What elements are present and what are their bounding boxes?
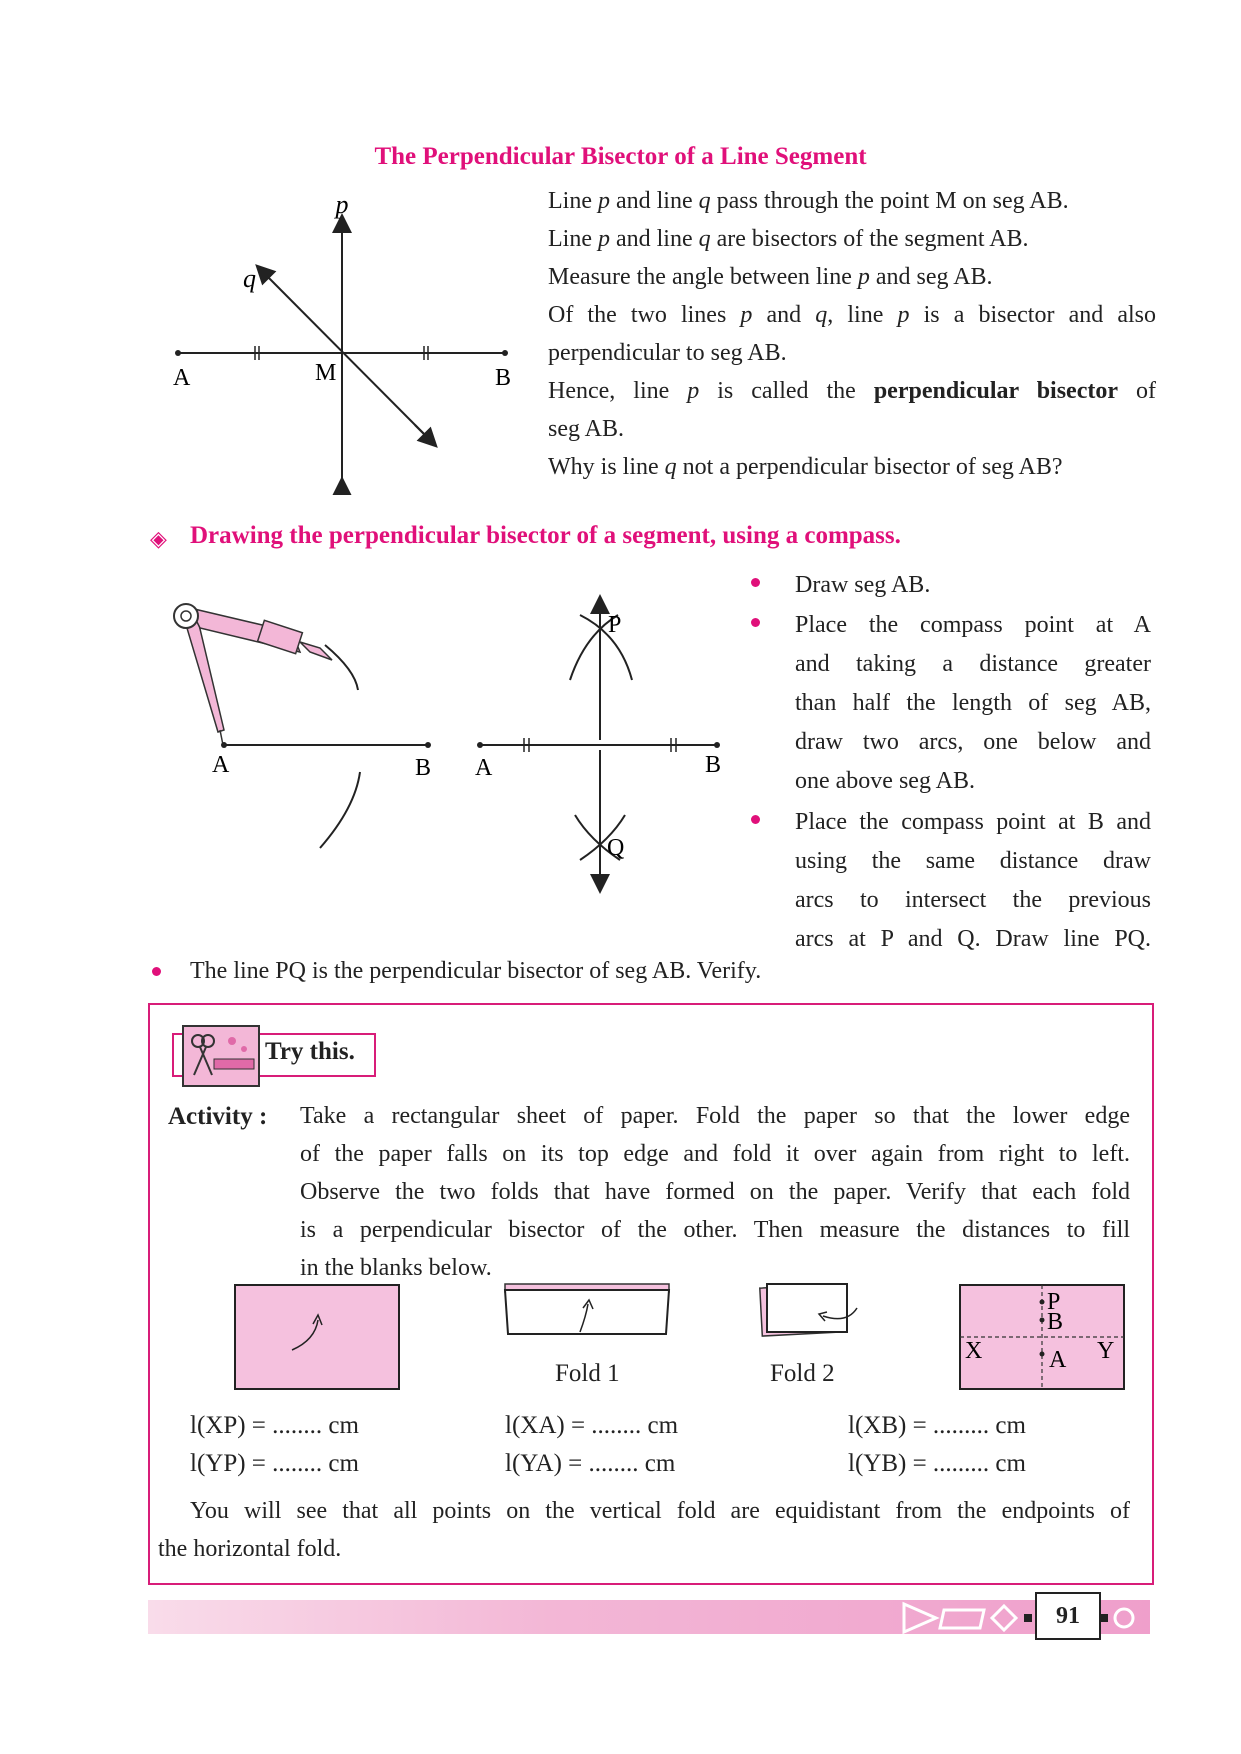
- step-3-line-4: arcs at P and Q. Draw line PQ.: [795, 926, 1151, 952]
- verify-text: The line PQ is the perpendicular bisector of seg AB. Verify.: [190, 958, 762, 984]
- step-2-line-4: draw two arcs, one below and: [795, 729, 1151, 755]
- sheet-fold-1: [500, 1280, 675, 1340]
- label-p: P: [1047, 1289, 1061, 1315]
- line-q: [258, 267, 435, 445]
- intro-line-4: Of the two lines p and q, line p is a bisector and also: [548, 302, 1156, 328]
- intro-line-2: Line p and line q are bisectors of the segment AB.: [548, 226, 1029, 252]
- bullet-icon: [751, 618, 760, 627]
- label-a-left: A: [212, 752, 230, 778]
- scissors-icon: [182, 1025, 260, 1087]
- footer-shapes-icon: [900, 1598, 1140, 1638]
- try-this-label: Try this.: [265, 1038, 355, 1065]
- step-2-line-3: than half the length of seg AB,: [795, 690, 1151, 716]
- diamond-bullet-icon: ◈: [150, 526, 167, 551]
- intro-line-1: Line p and line q pass through the point M on seg AB.: [548, 188, 1069, 214]
- intro-line-7: seg AB.: [548, 416, 625, 442]
- measure-yp: l(YP) = ........ cm: [190, 1450, 359, 1477]
- measure-yb: l(YB) = ......... cm: [848, 1450, 1026, 1477]
- page-number: 91: [1035, 1592, 1101, 1640]
- label-a-right: A: [475, 755, 493, 781]
- fold-1-label: Fold 1: [555, 1360, 620, 1387]
- section-heading: Drawing the perpendicular bisector of a segment, using a compass.: [190, 522, 901, 549]
- conclusion-line-1: You will see that all points on the vertical fold are equidistant from the endpoints of: [190, 1498, 1130, 1524]
- sheet-fold-2: [755, 1280, 865, 1340]
- label-y: Y: [1097, 1338, 1115, 1364]
- activity-line-3: Observe the two folds that have formed on the paper. Verify that each fold: [300, 1179, 1130, 1205]
- intro-line-5: perpendicular to seg AB.: [548, 340, 787, 366]
- measure-xb: l(XB) = ......... cm: [848, 1412, 1026, 1439]
- activity-line-1: Take a rectangular sheet of paper. Fold the paper so that the lower edge: [300, 1103, 1130, 1129]
- step-3-line-2: using the same distance draw: [795, 848, 1151, 874]
- intro-line-8: Why is line q not a perpendicular bisector of seg AB?: [548, 454, 1063, 480]
- intro-line-3: Measure the angle between line p and seg AB.: [548, 264, 993, 290]
- label-b: B: [495, 365, 512, 391]
- step-3-line-1: Place the compass point at B and: [795, 809, 1151, 835]
- activity-line-4: is a perpendicular bisector of the other. Then measure the distances to fill: [300, 1217, 1130, 1243]
- measure-xp: l(XP) = ........ cm: [190, 1412, 359, 1439]
- bullet-icon: [152, 967, 161, 976]
- activity-label: Activity :: [168, 1103, 268, 1130]
- label-q: Q: [607, 835, 625, 861]
- figure-compass-construction: [160, 590, 760, 910]
- label-q: q: [243, 264, 256, 293]
- step-2-line-5: one above seg AB.: [795, 768, 975, 794]
- arc-upper-left: [325, 645, 358, 690]
- label-x: X: [965, 1338, 983, 1364]
- sheet-unfolded: [230, 1280, 405, 1395]
- label-b: B: [1047, 1309, 1064, 1335]
- measure-xa: l(XA) = ........ cm: [505, 1412, 679, 1439]
- step-2-line-1: Place the compass point at A: [795, 612, 1151, 638]
- activity-line-2: of the paper falls on its top edge and fold it over again from right to left.: [300, 1141, 1130, 1167]
- label-m: M: [315, 360, 337, 386]
- fold-2-label: Fold 2: [770, 1360, 835, 1387]
- label-b-right: B: [705, 752, 722, 778]
- compass-icon: [174, 604, 332, 745]
- intro-line-6: Hence, line p is called the perpendicular bisector of: [548, 378, 1156, 404]
- label-a: A: [1049, 1347, 1067, 1373]
- sheet-unfolded-labelled: [955, 1280, 1130, 1395]
- step-2-line-2: and taking a distance greater: [795, 651, 1151, 677]
- label-b-left: B: [415, 755, 432, 781]
- point-b-dot: [502, 350, 508, 356]
- arc-lower-left: [320, 772, 360, 848]
- figure-bisectors: [160, 195, 530, 495]
- label-p: P: [608, 612, 622, 638]
- measure-ya: l(YA) = ........ cm: [505, 1450, 676, 1477]
- step-3-line-3: arcs to intersect the previous: [795, 887, 1151, 913]
- point-a-dot: [175, 350, 181, 356]
- page-title: The Perpendicular Bisector of a Line Segment: [374, 143, 867, 170]
- label-p: p: [335, 195, 349, 219]
- step-1-line-1: Draw seg AB.: [795, 572, 931, 598]
- label-a: A: [173, 365, 191, 391]
- bullet-icon: [751, 578, 760, 587]
- activity-line-5: in the blanks below.: [300, 1255, 492, 1281]
- bullet-icon: [751, 815, 760, 824]
- conclusion-line-2: the horizontal fold.: [158, 1536, 342, 1562]
